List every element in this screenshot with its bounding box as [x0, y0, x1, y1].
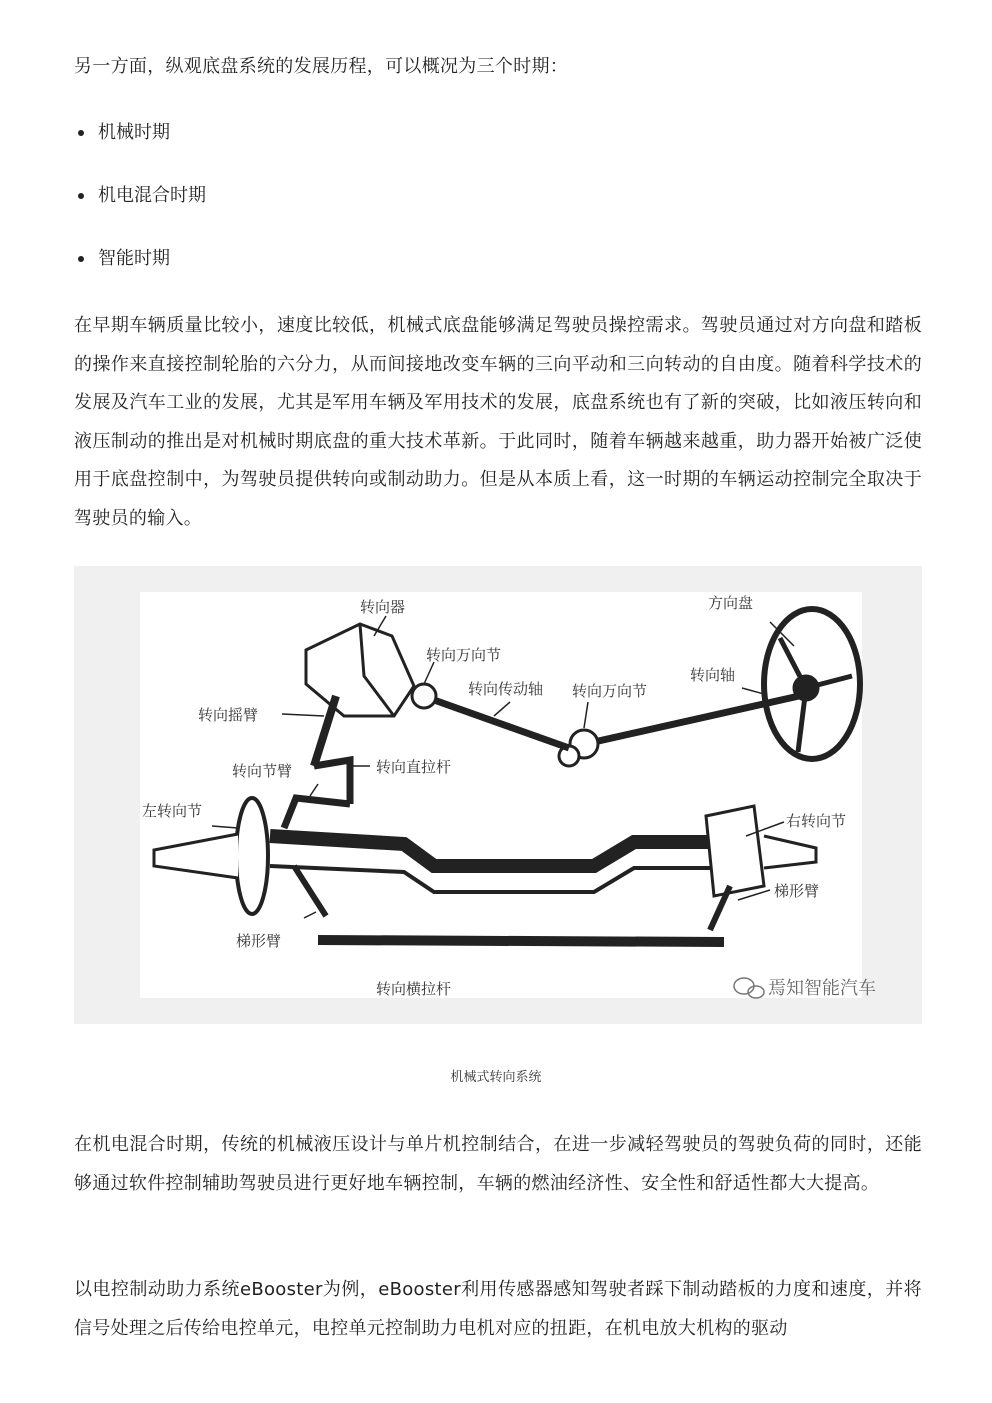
- body-paragraph-1: 在早期车辆质量比较小，速度比较低，机械式底盘能够满足驾驶员操控需求。驾驶员通过对方向盘和踏板的操作来直接控制轮胎的六分力，从而间接地改变车辆的三向平动和三向转动的自由度。随着科学技术的发展及汽车工业的发展，尤其是军用车辆及军用技术的发展，底盘系统也有了新的突破，比如液压转向和液压制动的推出是对机械时期底盘的重大技术革新。于此同时，随着车辆越来越重，助力器开始被广泛使用于底盘控制中，为驾驶员提供转向或制动助力。但是从本质上看，这一时期的车辆运动控制完全取决于驾驶员的输入。: [74, 315, 922, 529]
- label-left-knuckle: 左转向节: [142, 802, 203, 820]
- steering-diagram: [74, 566, 922, 1024]
- bullet-icon: [78, 193, 84, 199]
- intro-paragraph: 另一方面，纵观底盘系统的发展历程，可以概况为三个时期：: [74, 56, 569, 77]
- watermark-text: 焉知智能汽车: [768, 978, 876, 999]
- label-steering-shaft: 转向轴: [690, 666, 736, 684]
- watermark: [734, 978, 876, 999]
- front-axle-beam: [270, 836, 724, 866]
- label-drive-shaft: 转向传动轴: [468, 680, 544, 698]
- pitman-arm: [314, 696, 336, 766]
- list-item: 智能时期: [74, 240, 206, 303]
- bullet-icon: [78, 130, 84, 136]
- label-steering-wheel: 方向盘: [708, 594, 754, 612]
- right-knuckle: [706, 806, 764, 896]
- label-pitman-arm: 转向摇臂: [198, 706, 259, 724]
- label-trapezoid-arm-left: 梯形臂: [236, 932, 282, 950]
- label-drag-link: 转向直拉杆: [376, 758, 452, 776]
- body-paragraph-2: 在机电混合时期，传统的机械液压设计与单片机控制结合，在进一步减轻驾驶员的驾驶负荷的同时，还能够通过软件控制辅助驾驶员进行更好地车辆控制，车辆的燃油经济性、安全性和舒适性都大大提高。: [74, 1134, 922, 1194]
- label-tie-rod: 转向横拉杆: [376, 980, 452, 998]
- list-item: 机电混合时期: [74, 177, 206, 240]
- left-knuckle-hub: [236, 798, 268, 914]
- body-paragraph-3: 以电控制动助力系统eBooster为例，eBooster利用传感器感知驾驶者踩下制动踏板的力度和速度，并将信号处理之后传给电控单元，电控单元控制助力电机对应的扭距，在机电放大机构的驱动: [74, 1279, 922, 1339]
- label-steering-gear: 转向器: [360, 598, 406, 616]
- right-spindle: [764, 836, 816, 868]
- wechat-icon: [734, 978, 764, 998]
- label-knuckle-arm: 转向节臂: [232, 762, 293, 780]
- tie-rod: [318, 940, 724, 942]
- period-list: [74, 114, 206, 303]
- universal-joint-1: [412, 684, 436, 708]
- bullet-icon: [78, 256, 84, 262]
- label-universal-joint-1: 转向万向节: [426, 646, 502, 664]
- label-right-knuckle: 右转向节: [786, 812, 847, 830]
- drive-shaft: [434, 700, 569, 748]
- knuckle-arm: [284, 798, 350, 828]
- figure-caption: 机械式转向系统: [450, 1070, 542, 1085]
- list-item: 机械时期: [74, 114, 206, 177]
- label-trapezoid-arm-right: 梯形臂: [774, 882, 820, 900]
- label-universal-joint-2: 转向万向节: [572, 682, 648, 700]
- trapezoid-arm-left: [294, 866, 326, 916]
- steering-system-figure: [74, 566, 922, 1024]
- left-spindle: [154, 834, 238, 878]
